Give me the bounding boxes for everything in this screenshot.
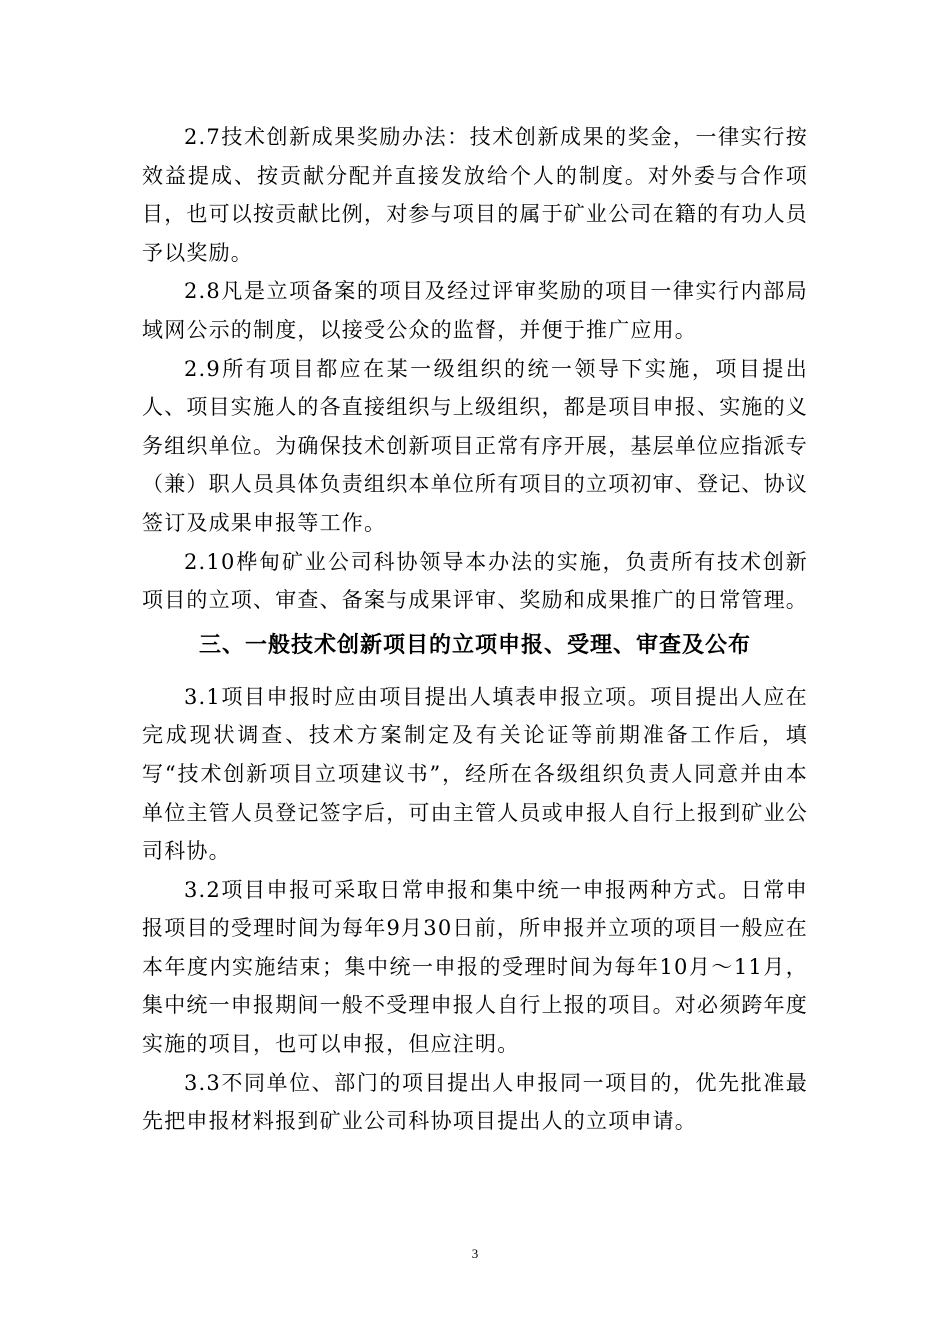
paragraph-2-7: 2.7技术创新成果奖励办法：技术创新成果的奖金，一律实行按效益提成、按贡献分配并直接发放给个人的制度。对外委与合作项目，也可以按贡献比例，对参与项目的属于矿业公司在籍的有功人员予以奖励。 — [142, 125, 808, 265]
paragraph-3-2: 3.2项目申报可采取日常申报和集中统一申报两种方式。日常申报项目的受理时间为每年9月30日前，所申报并立项的项目一般应在本年度内实施结束；集中统一申报的受理时间为每年10月～11月，集中统一申报期间一般不受理申报人自行上报的项目。对必须跨年度实施的项目，也可以申报，但应注明。 — [142, 877, 808, 1057]
paragraph-2-10: 2.10桦甸矿业公司科协领导本办法的实施，负责所有技术创新项目的立项、审查、备案与成果评审、奖励和成果推广的日常管理。 — [142, 549, 808, 613]
page-number: 3 — [471, 1246, 479, 1261]
page-content — [142, 118, 808, 1141]
paragraph-2-9: 2.9所有项目都应在某一级组织的统一领导下实施，项目提出人、项目实施人的各直接组织与上级组织，都是项目申报、实施的义务组织单位。为确保技术创新项目正常有序开展，基层单位应指派专（兼）职人员具体负责组织本单位所有项目的立项初审、登记、协议签订及成果申报等工作。 — [142, 356, 808, 535]
paragraph-2-8: 2.8凡是立项备案的项目及经过评审奖励的项目一律实行内部局域网公示的制度，以接受公众的监督，并便于推广应用。 — [142, 279, 808, 342]
paragraph-3-1: 3.1项目申报时应由项目提出人填表申报立项。项目提出人应在完成现状调查、技术方案制定及有关论证等前期准备工作后，填写“技术创新项目立项建议书”，经所在各级组织负责人同意并由本单位主管人员登记签字后，可由主管人员或申报人自行上报到矿业公司科协。 — [142, 684, 808, 864]
section-heading: 三、一般技术创新项目的立项申报、受理、审查及公布 — [198, 632, 751, 658]
paragraph-3-3: 3.3不同单位、部门的项目提出人申报同一项目的，优先批准最先把申报材料报到矿业公司科协项目提出人的立项申请。 — [142, 1070, 808, 1134]
